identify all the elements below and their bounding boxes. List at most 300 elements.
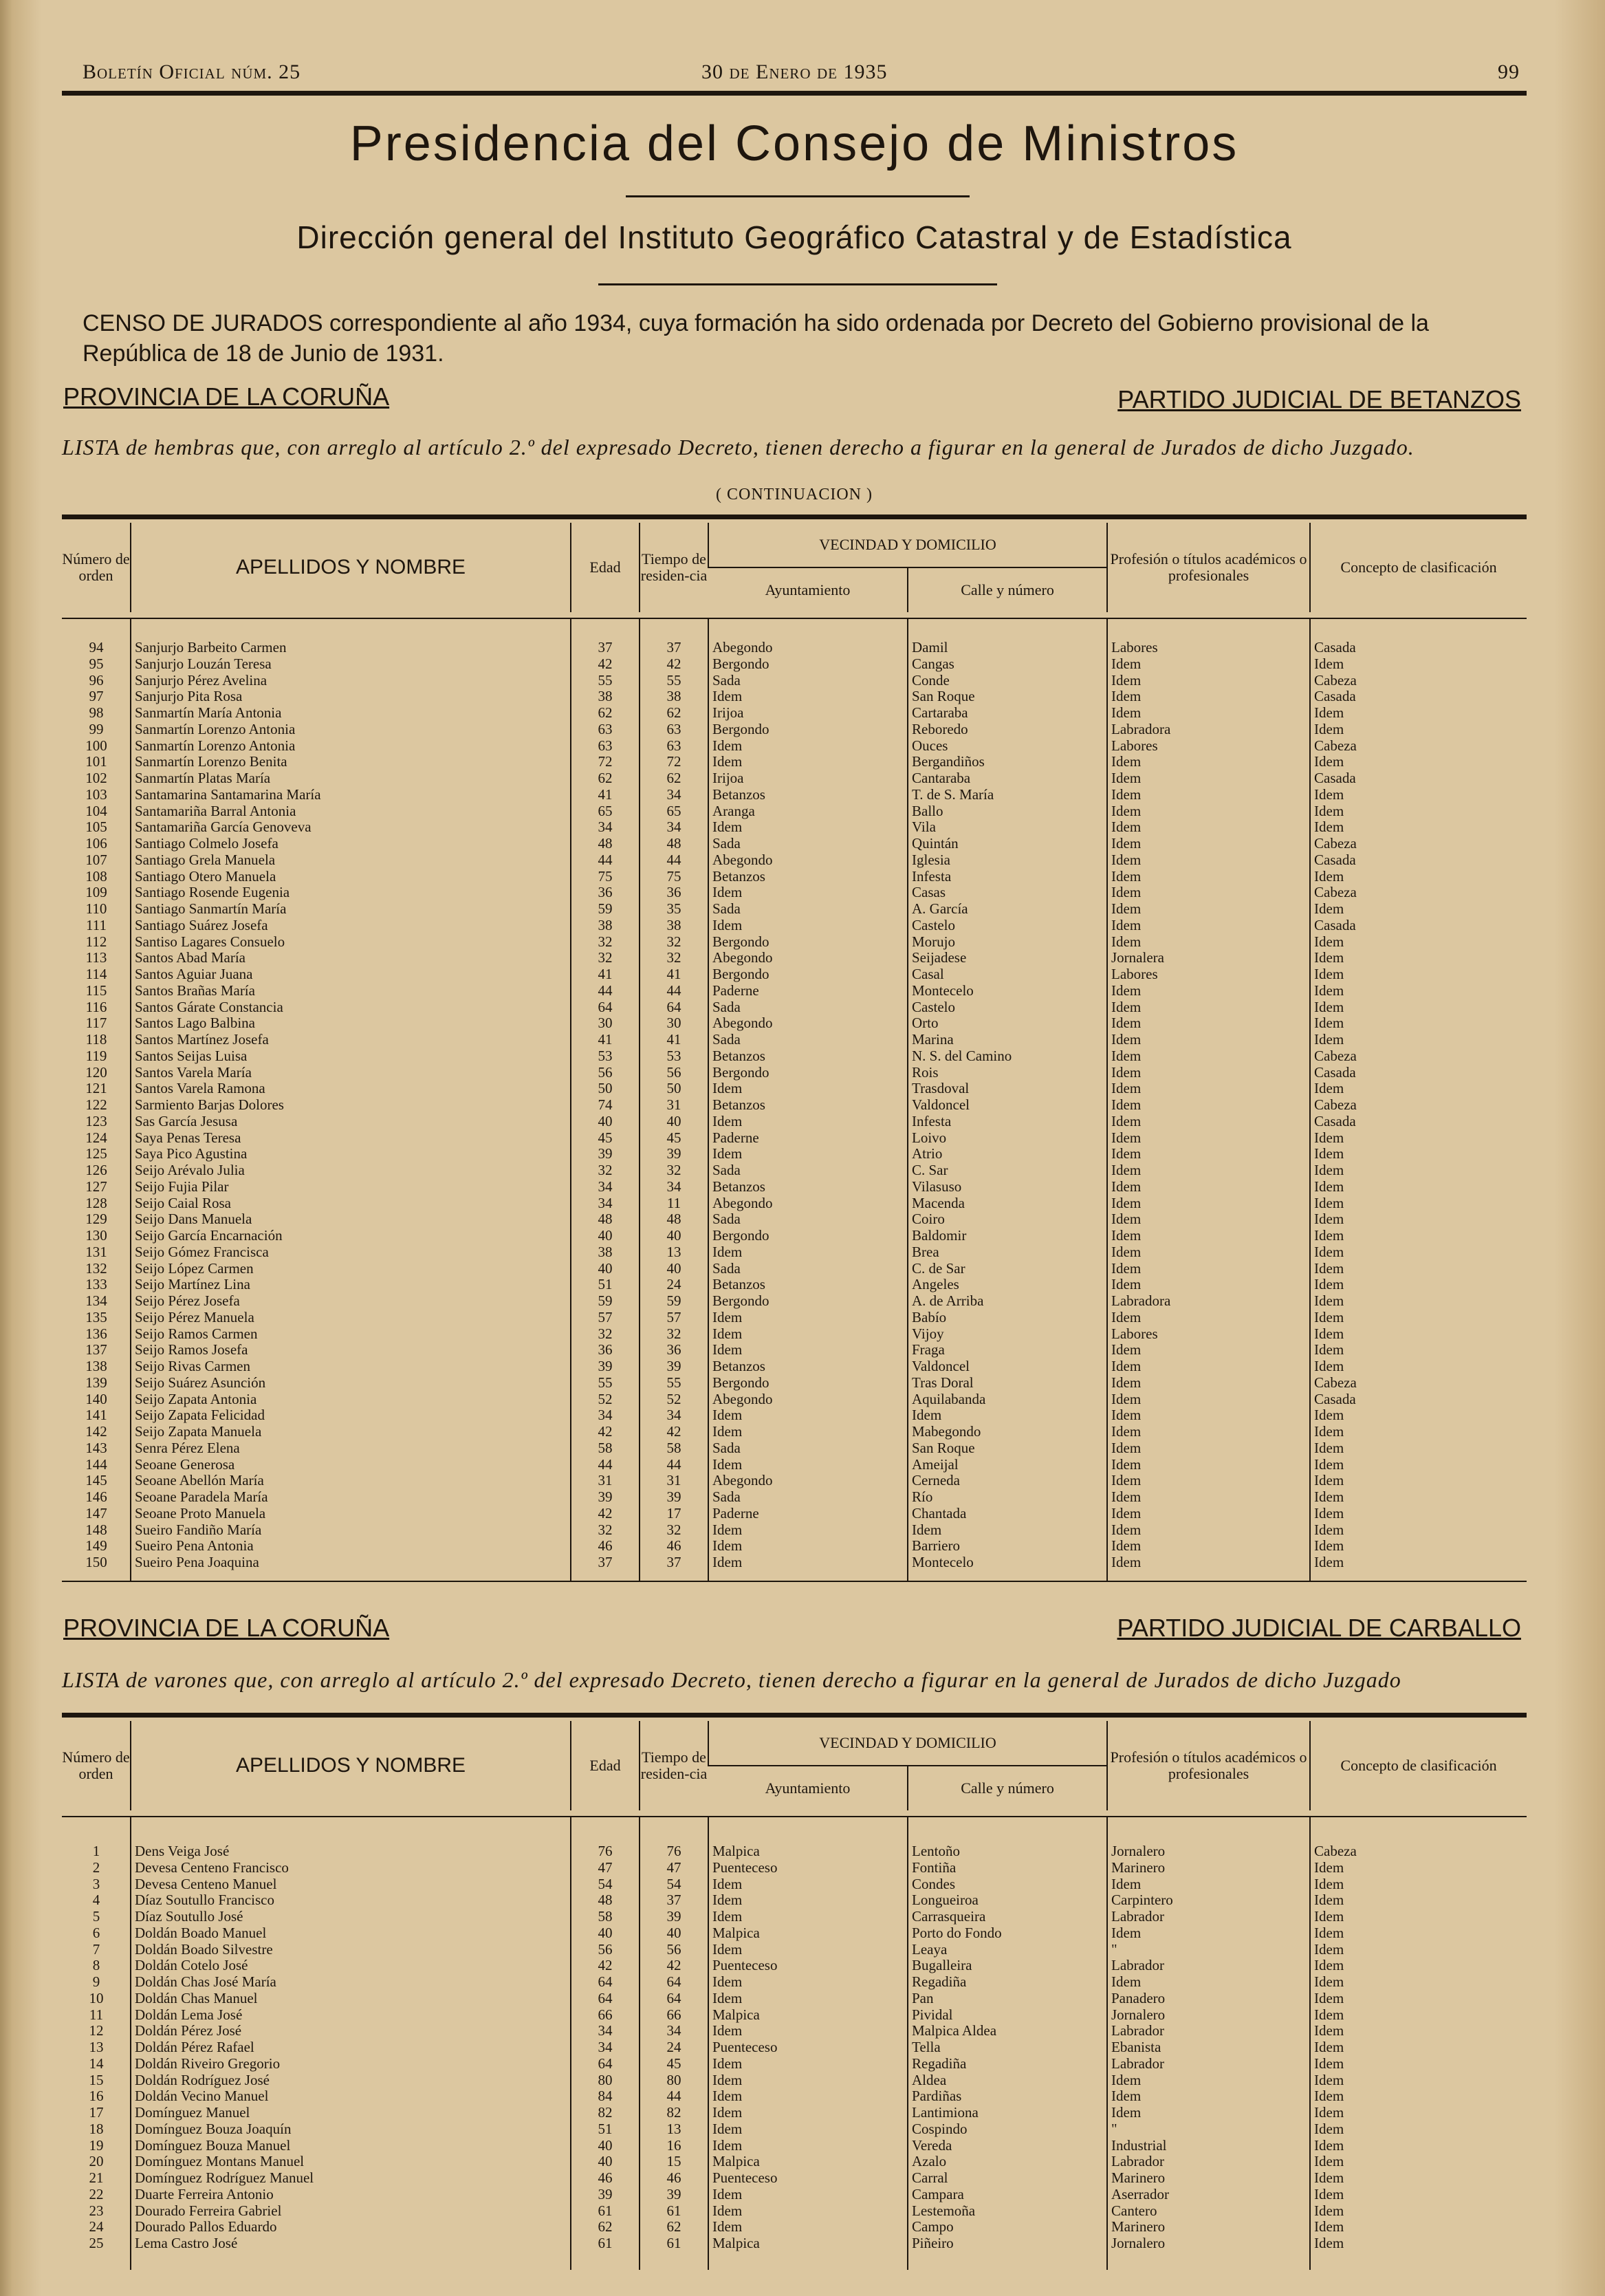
row-ayuntamiento: Idem (712, 885, 743, 901)
row-concepto: Idem (1314, 1244, 1344, 1260)
row-age: 59 (598, 901, 613, 917)
row-number: 11 (89, 2006, 104, 2023)
row-name: Sanjurjo Barbeito Carmen (135, 640, 287, 656)
row-age: 58 (598, 1440, 613, 1456)
row-profesion: Idem (1111, 803, 1142, 819)
row-name: Seijo Ramos Josefa (135, 1342, 248, 1358)
row-number: 104 (85, 803, 107, 819)
row-profesion: Idem (1111, 982, 1142, 999)
table-row (62, 722, 1527, 738)
section2-lista: LISTA de varones que, con arreglo al artículo 2.º del expresado Decreto, tienen derecho a figurar en la general de Jurados de dicho Juzgado (62, 1667, 1401, 1692)
row-number: 129 (85, 1211, 107, 1228)
table-row (62, 869, 1527, 885)
row-calle: San Roque (912, 1440, 975, 1456)
row-calle: Pardiñas (912, 2088, 962, 2105)
row-name: Santiago Grela Manuela (135, 852, 276, 868)
row-calle: Azalo (912, 2154, 947, 2170)
row-name: Seijo Martínez Lina (135, 1277, 250, 1293)
row-age: 61 (598, 2235, 613, 2251)
row-number: 99 (89, 721, 104, 737)
row-profesion: Idem (1111, 1211, 1142, 1228)
row-residence: 55 (666, 672, 681, 689)
row-number: 115 (85, 982, 107, 999)
row-name: Seijo Zapata Antonia (135, 1391, 257, 1407)
row-residence: 37 (666, 640, 681, 656)
row-ayuntamiento: Idem (712, 1521, 743, 1538)
row-ayuntamiento: Idem (712, 2202, 743, 2219)
row-concepto: Idem (1314, 1974, 1344, 1990)
row-profesion: Idem (1111, 1489, 1142, 1505)
row-ayuntamiento: Bergondo (712, 933, 769, 950)
row-name: Santiago Rosende Eugenia (135, 885, 290, 901)
row-age: 64 (598, 2055, 613, 2072)
row-concepto: Cabeza (1314, 1097, 1357, 1113)
row-name: Seijo García Encarnación (135, 1228, 283, 1244)
row-calle: N. S. del Camino (912, 1048, 1012, 1064)
row-number: 8 (92, 1958, 100, 1974)
row-residence: 64 (666, 1974, 681, 1990)
row-calle: Mabegondo (912, 1424, 981, 1440)
row-ayuntamiento: Idem (712, 917, 743, 933)
row-ayuntamiento: Sada (712, 672, 741, 689)
table-row (62, 1876, 1527, 1893)
row-number: 98 (89, 705, 104, 721)
row-profesion: Idem (1111, 1015, 1142, 1032)
row-residence: 37 (666, 1892, 681, 1909)
header-numero: Número de orden (62, 1748, 130, 1782)
row-profesion: Idem (1111, 999, 1142, 1015)
row-profesion: Idem (1111, 1162, 1142, 1178)
row-profesion: Labores (1111, 640, 1158, 656)
row-residence: 31 (666, 1097, 681, 1113)
row-ayuntamiento: Idem (712, 819, 743, 836)
row-age: 32 (598, 1521, 613, 1538)
header-vecindad: VECINDAD Y DOMICILIO (708, 523, 1107, 567)
row-ayuntamiento: Betanzos (712, 1277, 765, 1293)
row-concepto: Idem (1314, 2121, 1344, 2137)
row-calle: Condes (912, 1876, 955, 1892)
header-edad: Edad (571, 523, 640, 612)
row-age: 65 (598, 803, 613, 819)
row-number: 20 (89, 2154, 104, 2170)
row-name: Sarmiento Barjas Dolores (135, 1097, 284, 1113)
row-age: 38 (598, 1244, 613, 1260)
row-residence: 65 (666, 803, 681, 819)
row-age: 37 (598, 1555, 613, 1570)
row-concepto: Idem (1314, 656, 1344, 672)
table-row (62, 1097, 1527, 1114)
table-row (62, 999, 1527, 1016)
row-name: Sueiro Pena Joaquina (135, 1555, 259, 1570)
row-concepto: Idem (1314, 1876, 1344, 1892)
table-row (62, 885, 1527, 901)
row-profesion: Labrador (1111, 2154, 1164, 2170)
row-age: 47 (598, 1859, 613, 1876)
table-row (62, 1375, 1527, 1391)
row-residence: 34 (666, 2023, 681, 2039)
subtitle-ornament (598, 283, 997, 285)
row-ayuntamiento: Bergondo (712, 1064, 769, 1081)
row-profesion: Idem (1111, 1113, 1142, 1129)
table-row (62, 2105, 1527, 2121)
row-calle: Rois (912, 1064, 939, 1081)
table-row (62, 1538, 1527, 1555)
row-calle: Carrasqueira (912, 1909, 986, 1925)
row-concepto: Idem (1314, 966, 1344, 982)
row-calle: Chantada (912, 1505, 967, 1521)
row-concepto: Idem (1314, 1941, 1344, 1958)
section1-continuacion: ( CONTINUACION ) (716, 486, 873, 503)
row-calle: Malpica Aldea (912, 2023, 997, 2039)
row-number: 10 (89, 1990, 104, 2006)
row-concepto: Idem (1314, 1081, 1344, 1097)
row-name: Seijo Pérez Josefa (135, 1293, 240, 1309)
row-ayuntamiento: Abegondo (712, 1015, 773, 1032)
section2-provincia: PROVINCIA DE LA CORUÑA (63, 1614, 390, 1642)
row-age: 37 (598, 640, 613, 656)
table-row (62, 1326, 1527, 1343)
row-concepto: Idem (1314, 1260, 1344, 1277)
row-concepto: Idem (1314, 754, 1344, 770)
row-name: Devesa Centeno Francisco (135, 1859, 289, 1876)
row-calle: Aldea (912, 2072, 947, 2088)
header-tiempo: Tiempo de residen-cia (640, 523, 708, 612)
row-calle: Carral (912, 2170, 948, 2186)
row-age: 45 (598, 1129, 613, 1146)
row-ayuntamiento: Sada (712, 1440, 741, 1456)
row-ayuntamiento: Idem (712, 1113, 743, 1129)
table-row (62, 1179, 1527, 1195)
row-concepto: Idem (1314, 1325, 1344, 1342)
row-number: 96 (89, 672, 104, 689)
row-calle: Brea (912, 1244, 939, 1260)
row-calle: T. de S. María (912, 786, 994, 803)
row-calle: Bergandiños (912, 754, 985, 770)
main-title: Presidencia del Consejo de Ministros (349, 116, 1239, 171)
row-profesion: Marinero (1111, 2170, 1166, 2186)
row-concepto: Idem (1314, 2154, 1344, 2170)
table-row (62, 2219, 1527, 2235)
row-residence: 24 (666, 1277, 681, 1293)
table-row (62, 1114, 1527, 1130)
row-profesion: Idem (1111, 770, 1142, 786)
row-number: 14 (89, 2055, 104, 2072)
row-residence: 56 (666, 1941, 681, 1958)
row-name: Sanmartín Platas María (135, 770, 271, 786)
row-name: Seijo Zapata Manuela (135, 1424, 262, 1440)
header-concepto: Concepto de clasificación (1310, 523, 1527, 612)
row-name: Domínguez Rodríguez Manuel (135, 2170, 314, 2186)
subtitle: Dirección general del Instituto Geográfico Catastral y de Estadística (296, 219, 1292, 255)
row-profesion: Idem (1111, 1374, 1142, 1391)
page-number: 99 (1498, 61, 1520, 83)
header-ayuntamiento: Ayuntamiento (765, 1779, 851, 1797)
row-ayuntamiento: Betanzos (712, 868, 765, 885)
row-concepto: Idem (1314, 1162, 1344, 1178)
row-profesion: Jornalero (1111, 1843, 1166, 1859)
row-number: 109 (85, 885, 107, 901)
row-number: 143 (85, 1440, 107, 1456)
row-profesion: Idem (1111, 1876, 1142, 1892)
row-profesion: Idem (1111, 1260, 1142, 1277)
row-number: 107 (85, 852, 107, 868)
row-ayuntamiento: Malpica (712, 2006, 760, 2023)
row-profesion: Idem (1111, 1277, 1142, 1293)
row-profesion: Idem (1111, 1473, 1142, 1489)
row-ayuntamiento: Puenteceso (712, 1859, 778, 1876)
row-residence: 17 (666, 1505, 681, 1521)
row-ayuntamiento: Idem (712, 1909, 743, 1925)
row-name: Santiso Lagares Consuelo (135, 933, 285, 950)
row-residence: 82 (666, 2105, 681, 2121)
row-concepto: Idem (1314, 999, 1344, 1015)
row-residence: 37 (666, 1555, 681, 1570)
row-concepto: Idem (1314, 2055, 1344, 2072)
row-residence: 62 (666, 770, 681, 786)
row-concepto: Idem (1314, 1958, 1344, 1974)
row-name: Sueiro Pena Antonia (135, 1538, 254, 1555)
row-number: 138 (85, 1358, 107, 1374)
row-name: Doldán Pérez Rafael (135, 2039, 254, 2055)
census-text: CENSO DE JURADOS correspondiente al año 1934, cuya formación ha sido ordenada por Decreto del Gobierno provisional de la República de 18 de Junio de 1931. (83, 310, 1429, 367)
row-residence: 35 (666, 901, 681, 917)
row-ayuntamiento: Idem (712, 737, 743, 754)
row-calle: Castelo (912, 999, 955, 1015)
row-ayuntamiento: Abegondo (712, 1473, 773, 1489)
row-number: 101 (85, 754, 107, 770)
table-row (62, 2154, 1527, 2170)
section2-table-top-rule (62, 1713, 1527, 1718)
row-name: Sanmartín Lorenzo Benita (135, 754, 287, 770)
column-rule (639, 619, 640, 1581)
row-name: Santos Aguiar Juana (135, 966, 253, 982)
row-calle: Morujo (912, 933, 955, 950)
row-residence: 13 (666, 2121, 681, 2137)
row-age: 42 (598, 1958, 613, 1974)
row-residence: 75 (666, 868, 681, 885)
row-residence: 15 (666, 2154, 681, 2170)
table-row (62, 983, 1527, 999)
row-profesion: Idem (1111, 1358, 1142, 1374)
row-ayuntamiento: Irijoa (712, 770, 744, 786)
row-calle: Atrio (912, 1146, 943, 1162)
row-calle: Macenda (912, 1195, 965, 1211)
table-row (62, 1909, 1527, 1925)
row-ayuntamiento: Abegondo (712, 950, 773, 966)
row-ayuntamiento: Aranga (712, 803, 755, 819)
row-name: Saya Pico Agustina (135, 1146, 248, 1162)
table-row (62, 901, 1527, 918)
row-residence: 39 (666, 2186, 681, 2202)
row-name: Doldán Chas José María (135, 1974, 276, 1990)
row-residence: 32 (666, 933, 681, 950)
row-ayuntamiento: Sada (712, 836, 741, 852)
row-name: Doldán Rodríguez José (135, 2072, 270, 2088)
section1-rows (62, 640, 1527, 1571)
row-name: Santos Varela María (135, 1064, 252, 1081)
row-residence: 36 (666, 1342, 681, 1358)
row-age: 75 (598, 868, 613, 885)
row-residence: 66 (666, 2006, 681, 2023)
row-age: 34 (598, 1195, 613, 1211)
row-age: 84 (598, 2088, 613, 2105)
row-number: 122 (85, 1097, 107, 1113)
header-nombre: APELLIDOS Y NOMBRE (131, 523, 571, 612)
row-profesion: Labrador (1111, 2055, 1164, 2072)
header-calle: Calle y número (908, 1766, 1107, 1810)
row-residence: 76 (666, 1843, 681, 1859)
row-ayuntamiento: Idem (712, 1309, 743, 1325)
row-profesion: Labores (1111, 1325, 1158, 1342)
row-age: 48 (598, 1211, 613, 1228)
row-age: 40 (598, 2154, 613, 2170)
row-residence: 41 (666, 1032, 681, 1048)
row-profesion: Idem (1111, 656, 1142, 672)
row-number: 119 (85, 1048, 107, 1064)
row-age: 46 (598, 1538, 613, 1555)
row-profesion: Carpintero (1111, 1892, 1173, 1909)
row-age: 36 (598, 885, 613, 901)
row-residence: 34 (666, 1178, 681, 1195)
row-residence: 45 (666, 1129, 681, 1146)
row-concepto: Idem (1314, 1538, 1344, 1555)
row-ayuntamiento: Idem (712, 1081, 743, 1097)
row-residence: 39 (666, 1358, 681, 1374)
row-number: 24 (89, 2219, 104, 2235)
row-concepto: Idem (1314, 2105, 1344, 2121)
row-age: 54 (598, 1876, 613, 1892)
section1-header-bottom-rule (62, 618, 1527, 619)
row-profesion: Idem (1111, 1244, 1142, 1260)
row-ayuntamiento: Malpica (712, 2235, 760, 2251)
row-profesion: Idem (1111, 1521, 1142, 1538)
row-calle: Baldomir (912, 1228, 967, 1244)
header-edad: Edad (571, 1721, 640, 1810)
table-row (62, 1358, 1527, 1375)
row-calle: Angeles (912, 1277, 959, 1293)
running-head-date: 30 de Enero de 1935 (701, 61, 888, 83)
row-residence: 80 (666, 2072, 681, 2088)
row-calle: Damil (912, 640, 948, 656)
row-ayuntamiento: Abegondo (712, 1195, 773, 1211)
row-concepto: Casada (1314, 917, 1356, 933)
row-profesion: Idem (1111, 1064, 1142, 1081)
row-profesion: Idem (1111, 754, 1142, 770)
row-ayuntamiento: Idem (712, 2186, 743, 2202)
row-calle: Longueiroa (912, 1892, 979, 1909)
row-number: 100 (85, 737, 107, 754)
row-concepto: Idem (1314, 2006, 1344, 2023)
row-residence: 39 (666, 1146, 681, 1162)
column-rule (639, 1817, 640, 2270)
table-row (62, 1081, 1527, 1097)
row-age: 32 (598, 950, 613, 966)
row-age: 53 (598, 1048, 613, 1064)
row-ayuntamiento: Idem (712, 2105, 743, 2121)
table-row (62, 1211, 1527, 1228)
row-profesion: Idem (1111, 2072, 1142, 2088)
row-profesion: Idem (1111, 705, 1142, 721)
row-name: Saya Penas Teresa (135, 1129, 241, 1146)
row-calle: Ameijal (912, 1456, 959, 1473)
row-residence: 47 (666, 1859, 681, 1876)
table-row (62, 689, 1527, 705)
row-calle: Cospindo (912, 2121, 968, 2137)
row-ayuntamiento: Idem (712, 754, 743, 770)
table-row (62, 1244, 1527, 1261)
row-profesion: Jornalera (1111, 950, 1164, 966)
header-ayuntamiento: Ayuntamiento (765, 581, 851, 598)
row-profesion: Aserrador (1111, 2186, 1169, 2202)
row-name: Doldán Boado Manuel (135, 1925, 267, 1941)
row-age: 58 (598, 1909, 613, 1925)
row-residence: 34 (666, 819, 681, 836)
row-residence: 32 (666, 1325, 681, 1342)
row-profesion: " (1111, 1941, 1117, 1958)
row-calle: Valdoncel (912, 1358, 970, 1374)
row-name: Dourado Ferreira Gabriel (135, 2202, 282, 2219)
row-number: 103 (85, 786, 107, 803)
row-calle: Trasdoval (912, 1081, 970, 1097)
row-concepto: Idem (1314, 1146, 1344, 1162)
row-number: 12 (89, 2023, 104, 2039)
row-residence: 57 (666, 1309, 681, 1325)
row-concepto: Idem (1314, 2235, 1344, 2251)
row-ayuntamiento: Idem (712, 1244, 743, 1260)
row-ayuntamiento: Bergondo (712, 1293, 769, 1309)
header-vecindad: VECINDAD Y DOMICILIO (708, 1721, 1107, 1766)
row-number: 146 (85, 1489, 107, 1505)
row-residence: 44 (666, 982, 681, 999)
row-calle: Río (912, 1489, 933, 1505)
row-name: Seoane Generosa (135, 1456, 235, 1473)
row-name: Seijo Zapata Felicidad (135, 1407, 265, 1424)
row-number: 141 (85, 1407, 107, 1424)
row-residence: 48 (666, 836, 681, 852)
row-calle: San Roque (912, 689, 975, 705)
row-ayuntamiento: Idem (712, 1974, 743, 1990)
row-residence: 39 (666, 1489, 681, 1505)
row-name: Domínguez Bouza Manuel (135, 2137, 291, 2154)
table-row (62, 2203, 1527, 2220)
row-name: Doldán Chas Manuel (135, 1990, 258, 2006)
row-calle: Porto do Fondo (912, 1925, 1002, 1941)
row-calle: Campo (912, 2219, 954, 2235)
row-calle: Lentoño (912, 1843, 960, 1859)
row-ayuntamiento: Idem (712, 2121, 743, 2137)
row-concepto: Idem (1314, 2186, 1344, 2202)
row-name: Devesa Centeno Manuel (135, 1876, 277, 1892)
row-name: Santiago Otero Manuela (135, 868, 276, 885)
table-row (62, 1860, 1527, 1876)
row-profesion: Idem (1111, 1342, 1142, 1358)
row-concepto: Idem (1314, 901, 1344, 917)
row-calle: Fraga (912, 1342, 945, 1358)
row-number: 117 (85, 1015, 107, 1032)
row-age: 55 (598, 672, 613, 689)
row-profesion: Idem (1111, 1440, 1142, 1456)
row-ayuntamiento: Betanzos (712, 1358, 765, 1374)
row-concepto: Cabeza (1314, 836, 1357, 852)
row-ayuntamiento: Betanzos (712, 1048, 765, 1064)
row-profesion: Idem (1111, 1925, 1142, 1941)
row-number: 148 (85, 1521, 107, 1538)
row-concepto: Idem (1314, 1178, 1344, 1195)
row-residence: 61 (666, 2235, 681, 2251)
header-tiempo: Tiempo de residen-cia (640, 1721, 708, 1810)
row-profesion: Cantero (1111, 2202, 1157, 2219)
row-calle: Fontiña (912, 1859, 957, 1876)
